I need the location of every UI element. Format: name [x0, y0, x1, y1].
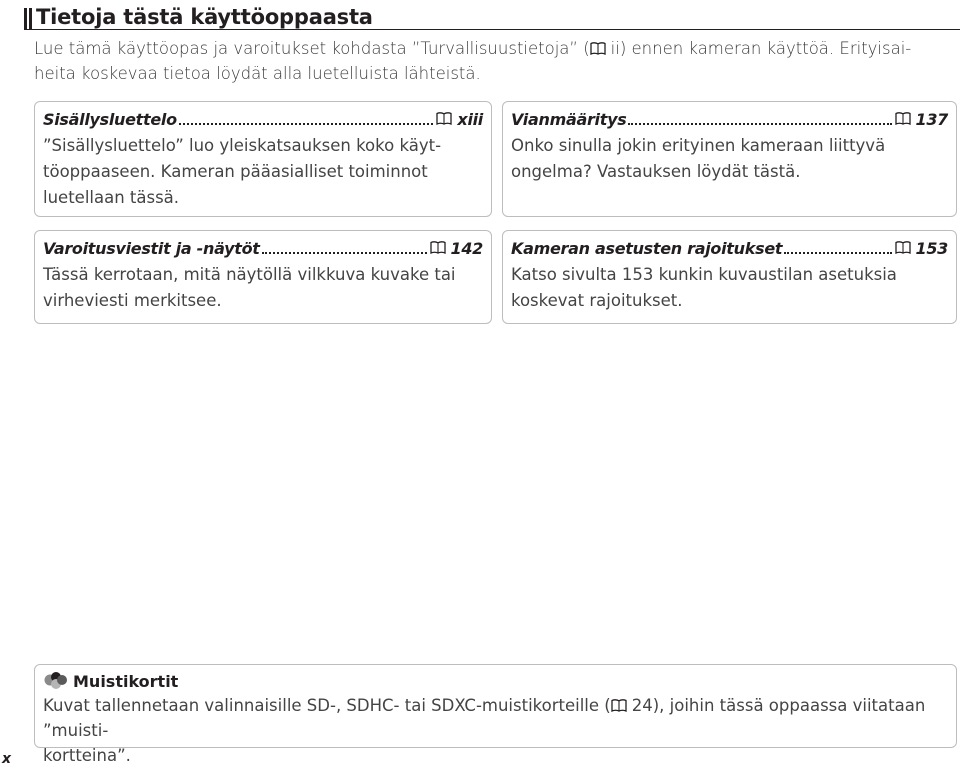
- contents-heading: [43, 110, 483, 129]
- note-text: ), joihin tässä oppaassa viitataan ”muisti-: [43, 696, 926, 740]
- title-marker: [24, 8, 27, 30]
- description-line: Katso sivulta 153 kunkin kuvaustilan asetuksia: [511, 265, 897, 284]
- warnings-box: [34, 230, 492, 324]
- restrictions-heading: [511, 239, 948, 258]
- intro-paragraph: [34, 36, 944, 86]
- description-line: ”Sisällysluettelo” luo yleiskatsauksen koko käyt-: [43, 136, 442, 155]
- restrictions-page-ref[interactable]: 153: [915, 239, 948, 258]
- description-line: koskevat rajoitukset.: [511, 291, 683, 310]
- page-number: x: [2, 751, 12, 767]
- description-line: luetellaan tässä.: [43, 188, 180, 207]
- contents-title[interactable]: Sisällysluettelo: [43, 110, 177, 129]
- restrictions-box: [502, 230, 957, 324]
- memory-cards-title: Muistikortit: [73, 671, 179, 691]
- memory-cards-text: [43, 693, 948, 768]
- contents-description: [43, 133, 483, 211]
- note-page-ref[interactable]: 24: [631, 696, 653, 715]
- warnings-title[interactable]: Varoitusviestit ja -näytöt: [43, 239, 260, 258]
- contents-page-ref[interactable]: xiii: [457, 110, 483, 129]
- book-icon: [895, 112, 911, 125]
- description-line: ongelma? Vastauksen löydät tästä.: [511, 162, 801, 181]
- intro-text: ) ennen kameran käyttöä. Erityisai-: [619, 39, 912, 58]
- restrictions-title[interactable]: Kameran asetusten rajoitukset: [511, 239, 783, 258]
- description-line: virheviesti merkitsee.: [43, 291, 222, 310]
- note-text: kortteina”.: [43, 746, 131, 765]
- description-line: Onko sinulla jokin erityinen kameraan liittyvä: [511, 136, 886, 155]
- memory-cards-note: [34, 664, 957, 765]
- intro-ref: ii: [610, 39, 620, 58]
- page-title: Tietoja tästä käyttöoppaasta: [36, 5, 373, 29]
- dot-leader: [784, 252, 891, 254]
- troubleshooting-title[interactable]: Vianmääritys: [511, 110, 627, 129]
- book-icon: [436, 112, 452, 125]
- book-icon: [430, 241, 446, 254]
- troubleshooting-box: [502, 101, 957, 217]
- troubleshooting-page-ref[interactable]: 137: [915, 110, 948, 129]
- description-line: töoppaaseen. Kameran pääasialliset toiminnot: [43, 162, 428, 181]
- restrictions-description: [511, 262, 948, 314]
- warnings-page-ref[interactable]: 142: [450, 239, 483, 258]
- dot-leader: [628, 123, 891, 125]
- contents-box: [34, 101, 492, 217]
- troubleshooting-heading: [511, 110, 948, 129]
- warnings-description: [43, 262, 483, 314]
- description-line: Tässä kerrotaan, mitä näytöllä vilkkuva kuvake tai: [43, 265, 456, 284]
- troubleshooting-description: [511, 133, 948, 185]
- intro-text: Lue tämä käyttöopas ja varoitukset kohdasta ”Turvallisuustietoja” (: [34, 39, 590, 58]
- dot-leader: [262, 252, 427, 254]
- warnings-heading: [43, 239, 483, 258]
- title-marker: [29, 8, 32, 30]
- book-icon: [590, 42, 606, 55]
- note-text: Kuvat tallennetaan valinnaisille SD-, SDHC- tai SDXC-muistikorteille (: [43, 696, 611, 715]
- dot-leader: [179, 123, 434, 125]
- book-icon: [611, 699, 627, 712]
- note-icon: [43, 671, 69, 691]
- memory-cards-heading: [43, 671, 948, 691]
- book-icon: [895, 241, 911, 254]
- intro-text: heita koskevaa tietoa löydät alla luetelluista lähteistä.: [34, 64, 481, 83]
- page-title-bar: [24, 5, 960, 30]
